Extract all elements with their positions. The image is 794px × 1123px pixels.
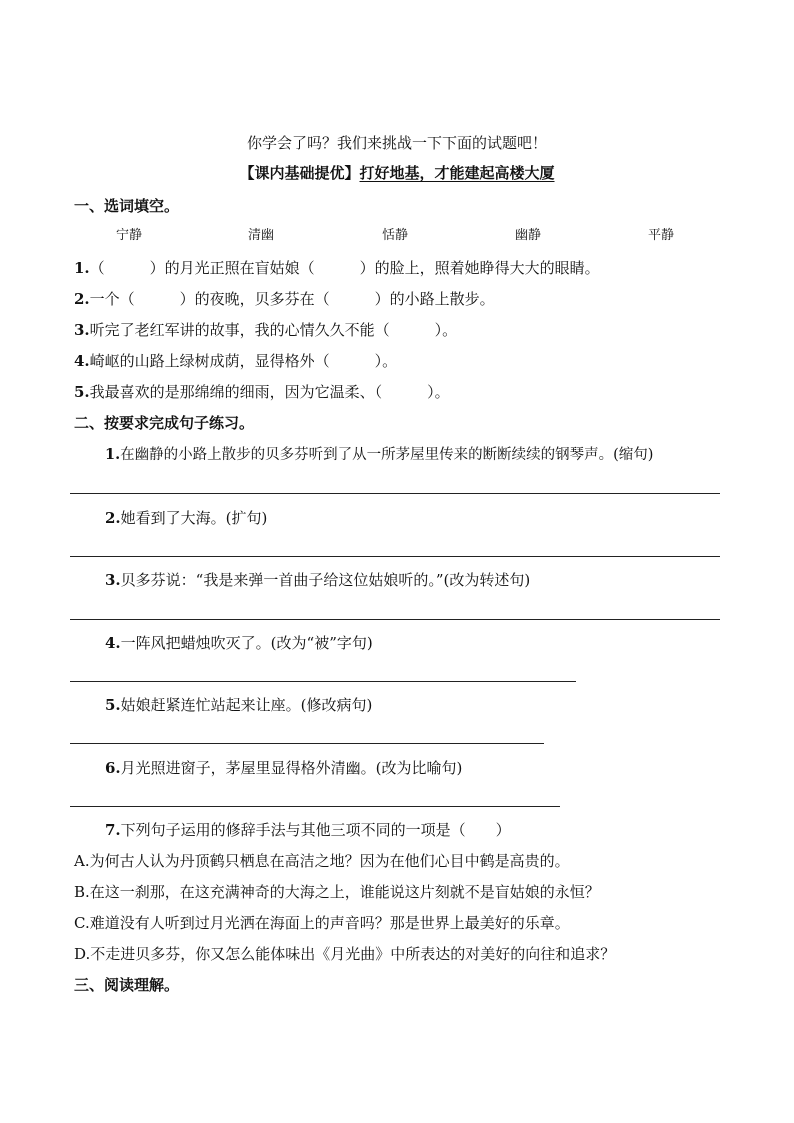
section-1-title: 一、选词填空。 (74, 197, 180, 215)
question-number: 4. (105, 634, 121, 652)
choice-question-7 (105, 820, 511, 840)
option-c: C.难道没有人听到过月光洒在海面上的声音吗？那是世界上最美好的乐章。 (74, 914, 570, 932)
answer-line[interactable] (70, 493, 720, 494)
question-number: 6. (105, 759, 121, 777)
fill-question-5 (74, 382, 450, 402)
question-text: 听完了老红军讲的故事，我的心情久久不能（ ）。 (89, 321, 458, 339)
question-text: 贝多芬说：“我是来弹一首曲子给这位姑娘听的。”(改为转述句) (120, 571, 531, 589)
question-number: 5. (105, 696, 121, 714)
option-d: D.不走进贝多芬，你又怎么能体味出《月光曲》中所表达的对美好的向往和追求？ (74, 945, 616, 963)
question-text: （ ）的月光正照在盲姑娘（ ）的脸上，照着她睁得大大的眼睛。 (89, 259, 600, 277)
fill-question-3 (74, 320, 457, 340)
fill-question-4 (74, 351, 397, 371)
question-text: 她看到了大海。(扩句) (120, 509, 268, 527)
question-text: 一阵风把蜡烛吹灭了。(改为“被”字句) (120, 634, 373, 652)
section-3-title: 三、阅读理解。 (74, 976, 180, 994)
question-text: 在幽静的小路上散步的贝多芬听到了从一所茅屋里传来的断断续续的钢琴声。(缩句) (120, 447, 654, 463)
sentence-question-3 (105, 570, 530, 590)
answer-line[interactable] (70, 619, 720, 620)
answer-line[interactable] (70, 743, 544, 744)
question-text: 月光照进窗子，茅屋里显得格外清幽。(改为比喻句) (120, 759, 463, 777)
question-text: 姑娘赶紧连忙站起来让座。(修改病句) (120, 696, 373, 714)
sentence-question-4 (105, 633, 373, 653)
sentence-question-2 (105, 508, 267, 528)
word-option: 恬静 (382, 228, 409, 243)
question-number: 1. (105, 446, 121, 463)
sentence-question-5 (105, 695, 372, 715)
question-text: 我最喜欢的是那绵绵的细雨，因为它温柔、（ ）。 (89, 383, 450, 401)
question-number: 7. (105, 821, 121, 839)
sentence-question-1 (105, 445, 653, 465)
answer-line[interactable] (70, 806, 560, 807)
fill-question-2 (74, 289, 495, 309)
word-option: 宁静 (116, 228, 143, 243)
option-a: A.为何古人认为丹顶鹤只栖息在高洁之地？因为在他们心目中鹤是高贵的。 (74, 852, 570, 870)
question-text: 一个（ ）的夜晚，贝多芬在（ ）的小路上散步。 (89, 290, 495, 308)
subheader-label: 【课内基础提优】 (239, 164, 360, 182)
question-number: 3. (74, 321, 90, 339)
section-2-title: 二、按要求完成句子练习。 (74, 414, 255, 432)
word-option: 幽静 (515, 228, 542, 243)
question-number: 5. (74, 383, 90, 401)
subheader (0, 163, 794, 183)
fill-question-1 (74, 258, 600, 278)
intro-text: 你学会了吗？我们来挑战一下下面的试题吧！ (246, 134, 547, 152)
answer-line[interactable] (70, 681, 576, 682)
question-number: 3. (105, 571, 121, 589)
question-text: 崎岖的山路上绿树成荫，显得格外（ ）。 (89, 352, 398, 370)
option-b: B.在这一刹那，在这充满神奇的大海之上，谁能说这片刻就不是盲姑娘的永恒？ (74, 883, 600, 901)
question-text: 下列句子运用的修辞手法与其他三项不同的一项是（ ） (120, 821, 511, 839)
question-number: 2. (74, 290, 90, 308)
question-number: 2. (105, 509, 121, 527)
word-option: 平静 (648, 228, 675, 243)
question-number: 4. (74, 352, 90, 370)
sentence-question-6 (105, 758, 462, 778)
word-option: 清幽 (248, 228, 275, 243)
question-number: 1. (74, 259, 90, 277)
subheader-slogan: 打好地基，才能建起高楼大厦 (359, 164, 555, 182)
answer-line[interactable] (70, 556, 720, 557)
